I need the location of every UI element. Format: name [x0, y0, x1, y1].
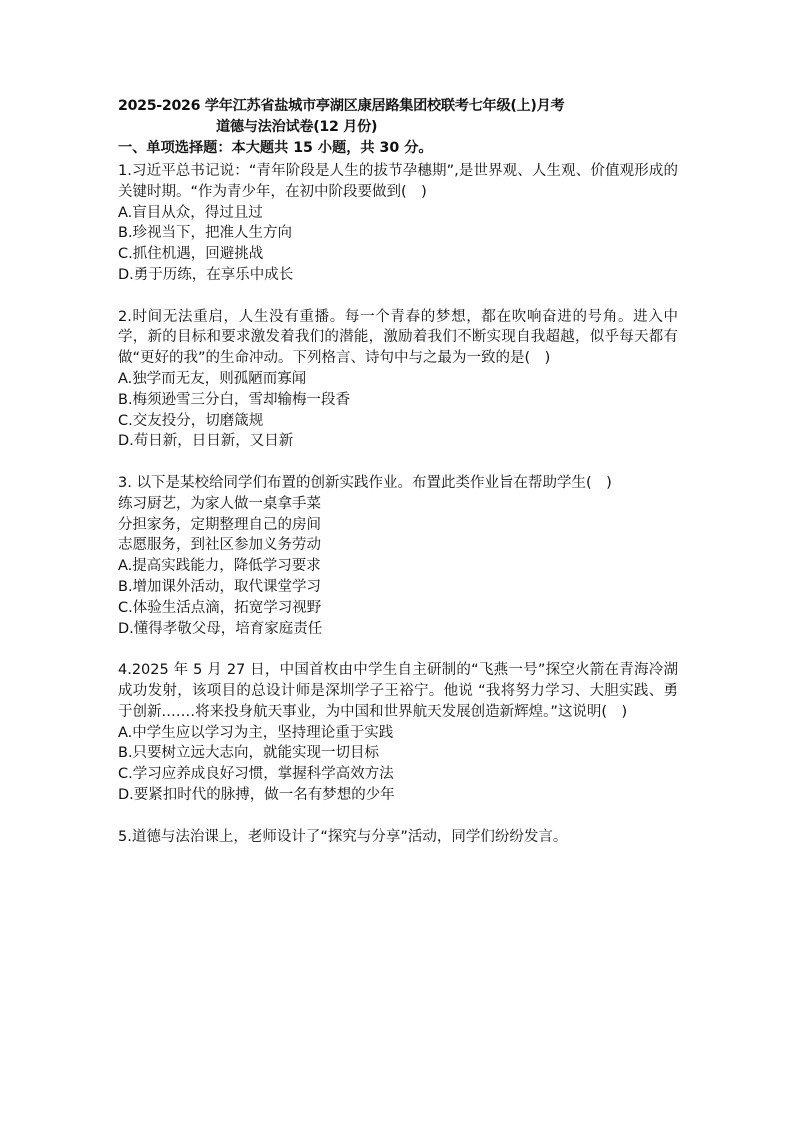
material-line: 分担家务，定期整理自己的房间: [118, 516, 321, 533]
question-3: [118, 473, 678, 639]
question-stem: 4.2025 年 5 月 27 日，中国首枚由中学生自主研制的“飞燕一号”探空火箭在青海冷湖成功发射，该项目的总设计师是深圳学子王裕宁。他说 “我将努力学习、大胆实践、勇于创新.……将来投身航天事业，为中国和世界航天发展创造新辉煌。”这说明( ): [118, 662, 678, 720]
exam-title-line1: 2025-2026 学年江苏省盐城市亭湖区康居路集团校联考七年级(上)月考: [118, 98, 565, 114]
question-stem: 3. 以下是某校给同学们布置的创新实践作业。布置此类作业旨在帮助学生( ): [118, 474, 612, 491]
question-5: [118, 827, 678, 848]
option-b: B.梅须逊雪三分白，雪却输梅一段香: [118, 391, 351, 408]
option-c: C.学习应养成良好习惯，掌握科学高效方法: [118, 766, 394, 783]
question-stem: 5.道德与法治课上，老师设计了“探究与分享”活动，同学们纷纷发言。: [118, 828, 568, 845]
question-4: [118, 660, 678, 806]
option-d: D.苟日新，日日新，又日新: [118, 433, 294, 450]
material-line: 志愿服务，到社区参加义务劳动: [118, 537, 321, 554]
option-d: D.勇于历练，在享乐中成长: [118, 266, 294, 283]
question-1: [118, 161, 678, 286]
question-stem: 2.时间无法重启，人生没有重播。每一个青春的梦想，都在吹响奋进的号角。进入中学，新的目标和要求激发着我们的潜能，激励着我们不断实现自我超越，似乎每天都有做“更好的我”的生命冲动。下列格言、诗句中与之最为一致的是( ): [118, 308, 678, 367]
option-d: D.懂得孝敬父母，培育家庭责任: [118, 620, 323, 637]
exam-content: [118, 96, 678, 847]
option-a: A.提高实践能力，降低学习要求: [118, 558, 321, 575]
option-c: C.交友投分，切磨箴规: [118, 412, 264, 429]
material-line: 练习厨艺，为家人做一桌拿手菜: [118, 495, 321, 512]
option-c: C.体验生活点滴，拓宽学习视野: [118, 599, 322, 616]
option-a: A.中学生应以学习为主，坚持理论重于实践: [118, 724, 394, 741]
option-a: A.独学而无友，则孤陋而寡闻: [118, 370, 307, 387]
option-a: A.盲目从众，得过且过: [118, 204, 263, 221]
option-b: B.增加课外活动，取代课堂学习: [118, 578, 322, 595]
exam-title-line2: 道德与法治试卷(12 月份): [216, 119, 378, 135]
question-2: [118, 307, 678, 453]
option-d: D.要紧扣时代的脉搏，做一名有梦想的少年: [118, 786, 395, 803]
option-b: B.只要树立远大志向，就能实现一切目标: [118, 745, 380, 762]
section-heading: 一、单项选择题：本大题共 15 小题，共 30 分。: [118, 140, 433, 156]
option-c: C.抓住机遇，回避挑战: [118, 246, 264, 263]
option-b: B.珍视当下，把准人生方向: [118, 225, 293, 242]
question-stem: 1.习近平总书记说：“青年阶段是人生的拔节孕穗期”,是世界观、人生观、价值观形成的关键时期。“作为青少年，在初中阶段要做到( ): [118, 163, 678, 200]
